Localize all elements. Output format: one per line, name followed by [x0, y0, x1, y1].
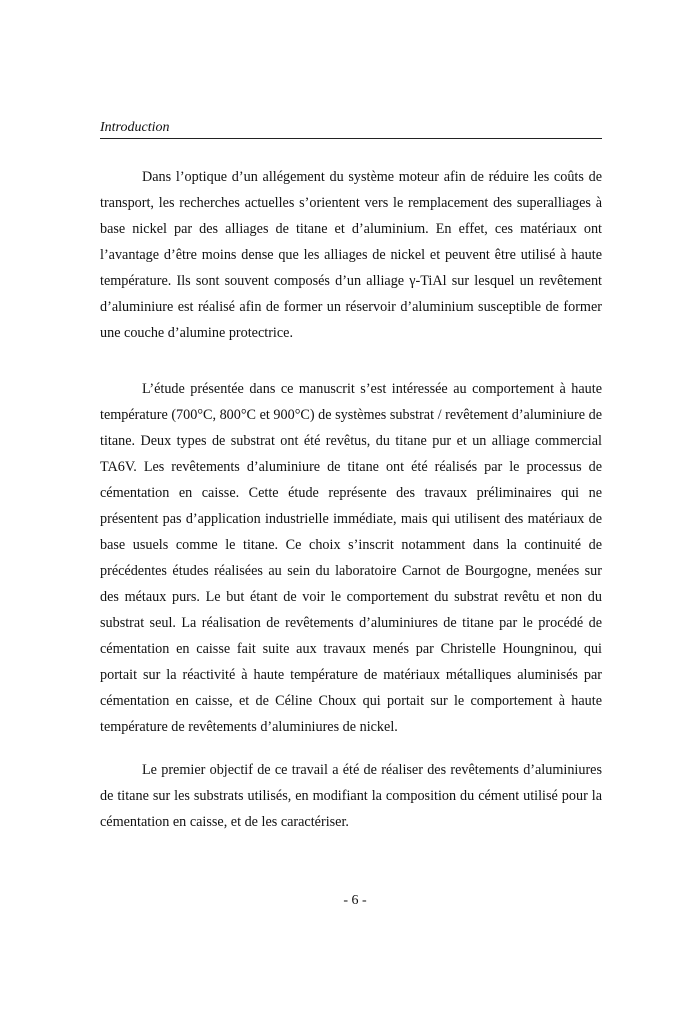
paragraph-3: Le premier objectif de ce travail a été de réaliser des revêtements d’aluminiures de titane sur les substrats utilisés, en modifiant la composition du cément utilisé pour la cémentation en caisse, et de les caractériser. — [100, 762, 602, 830]
paragraph-1: Dans l’optique d’un allégement du système moteur afin de réduire les coûts de transport, les recherches actuelles s’orientent vers le remplacement des superalliages à base nickel par des alliages de titane et d’aluminium. En effet, ces matériaux ont l’avantage d’être moins dense que les alliages de nickel et peuvent être utilisé à haute température. Ils sont souvent composés d’un alliage γ-TiAl sur lesquel un revêtement d’aluminiure est réalisé afin de former un réservoir d’aluminium susceptible de former une couche d’alumine protectrice. — [100, 169, 602, 341]
running-header — [100, 118, 602, 139]
page-number: - 6 - — [343, 893, 367, 908]
header-title: Introduction — [100, 120, 170, 135]
paragraph-2: L’étude présentée dans ce manuscrit s’est intéressée au comportement à haute température (700°C, 800°C et 900°C) de systèmes substrat / revêtement d’aluminiure de titane. Deux types de substrat ont été revêtus, du titane pur et un alliage commercial TA6V. Les revêtements d’aluminiure de titane ont été réalisés par le processus de cémentation en caisse. Cette étude représente des travaux préliminaires qui ne présentent pas d’application industrielle immédiate, mais qui utilisent des matériaux de base usuels comme le titane. Ce choix s’inscrit notamment dans la continuité de précédentes études réalisées au sein du laboratoire Carnot de Bourgogne, menées sur des métaux purs. Le but étant de voir le comportement du substrat revêtu et non du substrat seul. La réalisation de revêtements d’aluminiures de titane par le procédé de cémentation en caisse fait suite aux travaux menés par Christelle Houngninou, qui portait sur la réactivité à haute température de matériaux métalliques aluminisés par cémentation en caisse, et de Céline Choux qui portait sur le comportement à haute température de revêtements d’aluminiures de nickel. — [100, 381, 602, 735]
